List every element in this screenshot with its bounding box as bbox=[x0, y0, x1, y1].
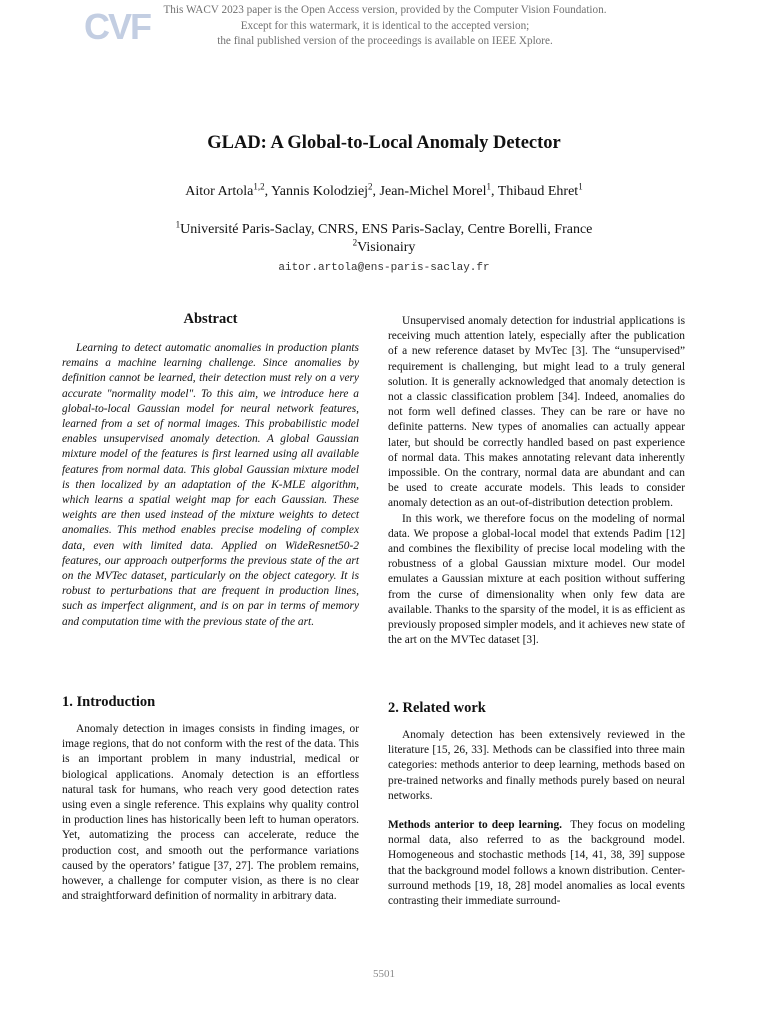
author-name: Aitor Artola bbox=[185, 184, 254, 199]
related-work-section bbox=[388, 700, 685, 909]
introduction-heading: 1. Introduction bbox=[62, 694, 156, 710]
author-affil-mark: 1 bbox=[486, 181, 491, 192]
related-paragraph: Methods anterior to deep learning. They focus on modeling normal data, also referred to as the background model. Homogeneous and stochastic methods [14, 41, 38, 39] suppose that the background model follows a known distribution. Center-surround methods [19, 18, 28] model anomalies as local events contrasting their immediate surround- bbox=[388, 819, 685, 908]
related-paragraph: Anomaly detection has been extensively reviewed in the literature [15, 26, 33]. Methods can be classified into three main categories: methods anterior to deep learning, methods based on pre-trained networks and finally methods purely based on neural networks. bbox=[388, 729, 685, 802]
intro-paragraph: Unsupervised anomaly detection for industrial applications is receiving much attention lately, especially after the publication of a new reference dataset by MvTec [3]. The “unsupervised” requirement is challenging, but might lead to a truly general solution. It is generally acknowledged that anomaly detection is not a classic classification problem [34]. Indeed, anomalies do not form well defined classes. They can be rare or have no definite patterns. New types of anomalies can actually appear later, but should be correctly handled based on past experience of normal data. This makes annotating relevant data inherently impossible. On the contrary, normal data are abundant and can be used to create accurate models. This leads to consider anomaly detection as an out-of-distribution detection problem. bbox=[388, 315, 685, 510]
introduction-continued bbox=[388, 314, 685, 648]
watermark-line: Except for this watermark, it is identical to the accepted version; bbox=[240, 19, 530, 32]
abstract-section bbox=[62, 311, 359, 630]
author-name: Thibaud Ehret bbox=[497, 184, 579, 199]
watermark-line: This WACV 2023 paper is the Open Access version, provided by the Computer Vision Foundation. bbox=[163, 4, 607, 16]
affiliation: $^1$Université Paris-Saclay, CNRS, ENS Paris-Saclay, Centre Borelli, France bbox=[175, 219, 593, 237]
author-list: Aitor Artola$^{1,2}$, Yannis Kolodziej$^2$, Jean-Michel Morel$^1$, Thibaud Ehret$^1$ bbox=[185, 181, 583, 199]
intro-paragraph: In this work, we therefore focus on the modeling of normal data. We propose a global-local model that extends Padim [12] and combines the flexibility of precise local modeling with the robustness of a global Gaussian mixture model. Our model emulates a Gaussian mixture at each position without suffering from the curse of dimensionality when only few data are available. Thanks to the sparsity of the model, it is as efficient as previously proposed simpler models, and it achieves new state of the art on the MVTec dataset [3]. bbox=[388, 512, 685, 647]
watermark-line: the final published version of the proceedings is available on IEEE Xplore. bbox=[217, 35, 553, 47]
page-number: 5501 bbox=[373, 968, 395, 980]
abstract-text: Learning to detect automatic anomalies in production plants remains a machine learning challenge. Since anomalies by definition cannot be learned, their detection must rely on a very accurate "normality model". To this aim, we introduce here a global-to-local Gaussian model for neural network features, learned from a set of normal images. This probabilistic model enables unsupervised anomaly detection. A global Gaussian mixture model of the features is first learned using all available features from normal data. This global Gaussian mixture model is then localized by an adaptation of the K-MLE algorithm, which learns a spatial weight map for each Gaussian. These weights are then used instead of the mixture weights to detect anomalies. This method enables precise modeling of complex data, even with limited data. Applied on WideResnet50-2 features, our approach outperforms the previous state of the art on the MVTec dataset, particularly on the object category. It is robust to perturbations that are frequent in production lines, such as imperfect alignment, and is on par in terms of memory and computation time with the previous state of the art. bbox=[62, 342, 359, 628]
affiliations bbox=[0, 221, 768, 257]
paragraph-run-in-heading: Methods anterior to deep learning. bbox=[388, 819, 563, 832]
cvf-logo bbox=[82, 6, 150, 47]
author-affil-mark: 1 bbox=[578, 181, 583, 192]
introduction-section bbox=[62, 694, 359, 904]
paper-title: GLAD: A Global-to-Local Anomaly Detector bbox=[207, 133, 561, 153]
author-name: Jean-Michel Morel bbox=[379, 184, 487, 199]
author-name: Yannis Kolodziej bbox=[271, 184, 369, 199]
author-affil-mark: 2 bbox=[368, 181, 373, 192]
author-affil-mark: 1,2 bbox=[253, 181, 265, 192]
svg-text:CVF: CVF bbox=[84, 6, 150, 47]
open-access-watermark bbox=[150, 3, 620, 50]
abstract-heading: Abstract bbox=[183, 311, 238, 327]
intro-paragraph: Anomaly detection in images consists in finding images, or image regions, that do not conform with the rest of the data. This is an important problem in many industrial, medical or biological applications. Anomaly detection is an effortless natural task for humans, who reach very good detection rates using even a single reference. This explains why quality control in production lines has historically been left to human operators. Yet, automatizing the process can accelerate, reduce the production cost, and smooth out the performance variations caused by the operators’ fatigue [37, 27]. The problem remains, however, a challenge for computer vision, as there is no clear and straightforward definition of normality in arbitrary data. bbox=[62, 723, 359, 903]
author-email: aitor.artola@ens-paris-saclay.fr bbox=[278, 262, 490, 274]
affiliation: $^2$Visionairy bbox=[352, 237, 416, 255]
related-work-heading: 2. Related work bbox=[388, 700, 486, 716]
